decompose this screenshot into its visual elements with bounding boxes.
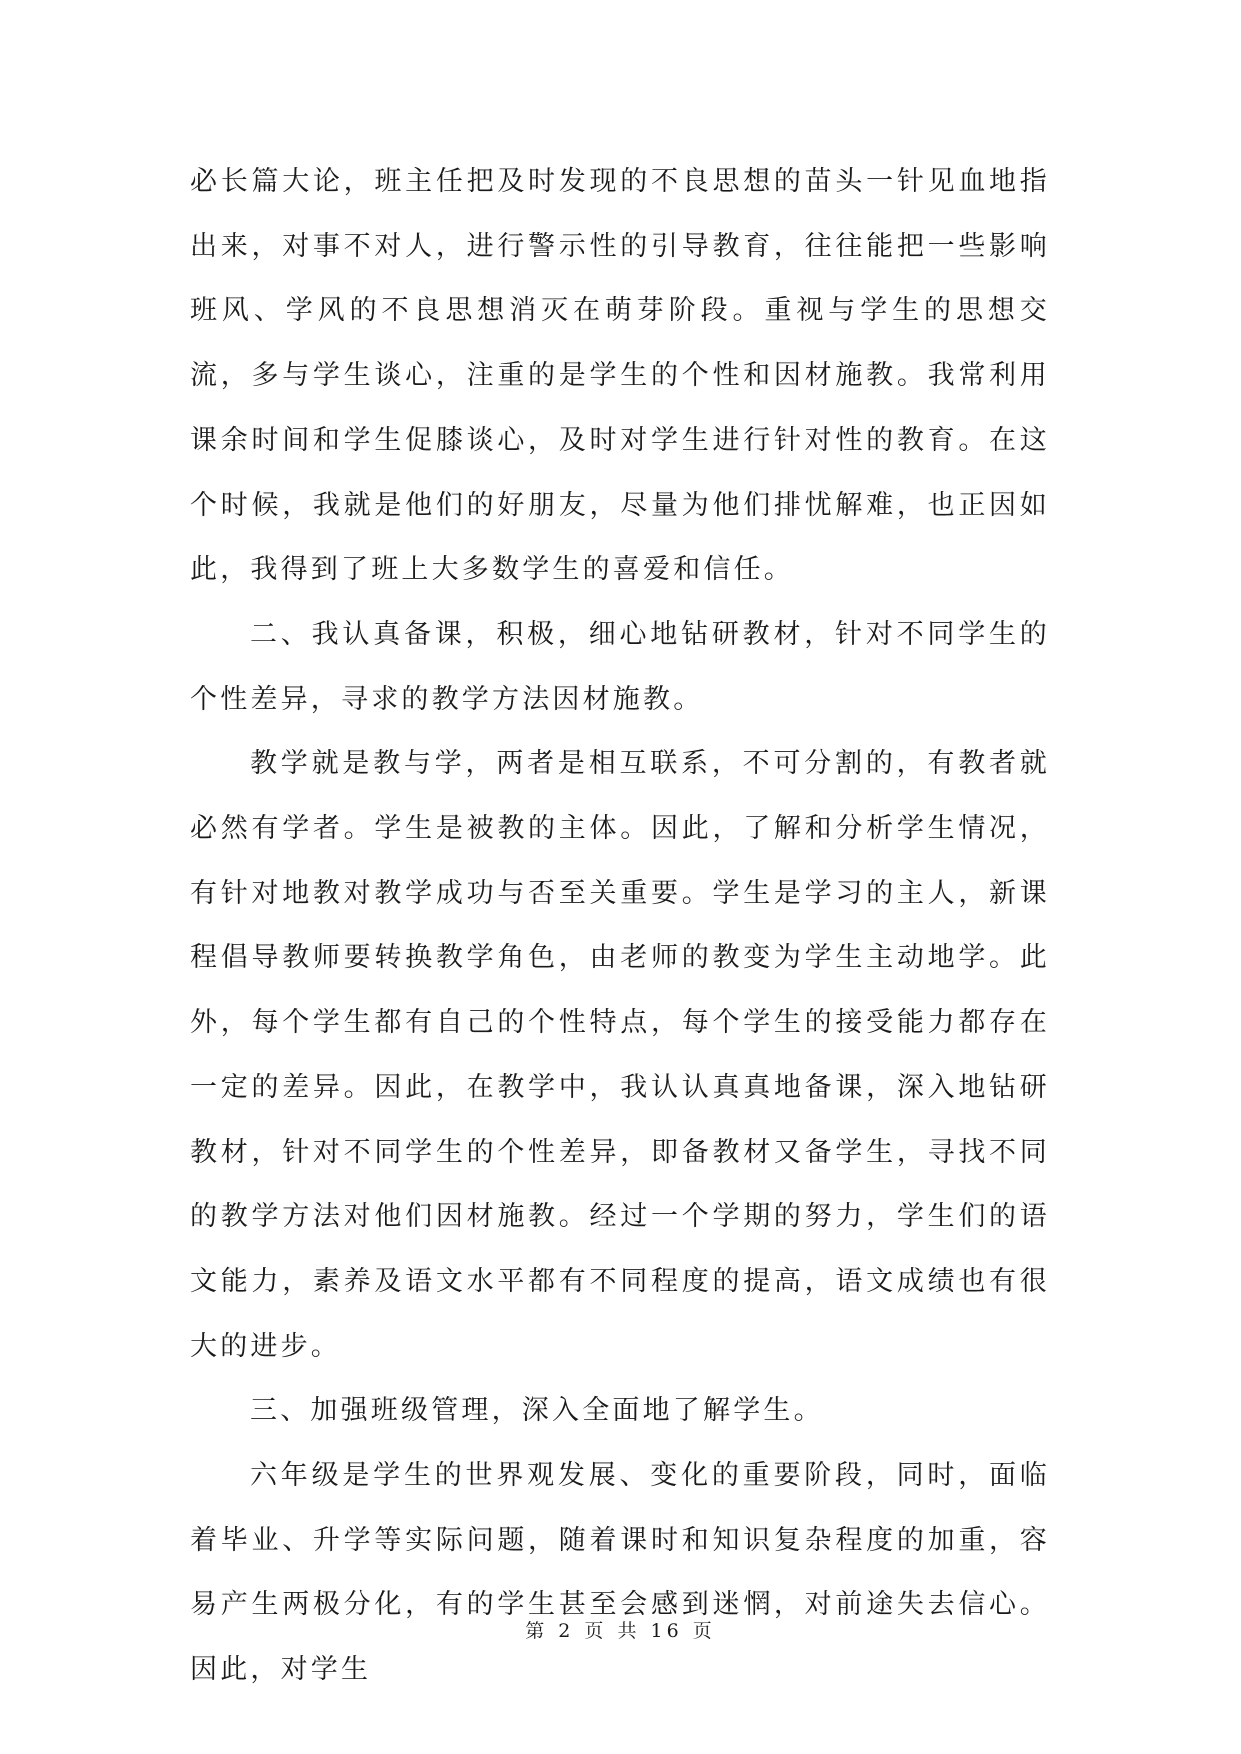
page-number-footer: 第 2 页 共 16 页 [525, 1620, 716, 1642]
document-body [190, 150, 1050, 1703]
paragraph-grade-six: 六年级是学生的世界观发展、变化的重要阶段，同时，面临着毕业、升学等实际问题，随着课时和知识复杂程度的加重，容易产生两极分化，有的学生甚至会感到迷惘，对前途失去信心。因此，对学生 [190, 1460, 1050, 1686]
paragraph-teaching: 教学就是教与学，两者是相互联系，不可分割的，有教者就必然有学者。学生是被教的主体。因此，了解和分析学生情况，有针对地教对教学成功与否至关重要。学生是学习的主人，新课程倡导教师要转换教学角色，由老师的教变为学生主动地学。此外，每个学生都有自己的个性特点，每个学生的接受能力都存在一定的差异。因此，在教学中，我认认真真地备课，深入地钻研教材，针对不同学生的个性差异，即备教材又备学生，寻找不同的教学方法对他们因材施教。经过一个学期的努力，学生们的语文能力，素养及语文水平都有不同程度的提高，语文成绩也有很大的进步。 [190, 748, 1050, 1362]
section-heading-three: 三、加强班级管理，深入全面地了解学生。 [250, 1395, 824, 1427]
section-heading-two: 二、我认真备课，积极，细心地钻研教材，针对不同学生的个性差异，寻求的教学方法因材施教。 [190, 618, 1050, 715]
paragraph-continuation: 必长篇大论，班主任把及时发现的不良思想的苗头一针见血地指出来，对事不对人，进行警示性的引导教育，往往能把一些影响班风、学风的不良思想消灭在萌芽阶段。重视与学生的思想交流，多与学生谈心，注重的是学生的个性和因材施教。我常利用课余时间和学生促膝谈心，及时对学生进行针对性的教育。在这个时候，我就是他们的好朋友，尽量为他们排忧解难，也正因如此，我得到了班上大多数学生的喜爱和信任。 [190, 166, 1050, 586]
